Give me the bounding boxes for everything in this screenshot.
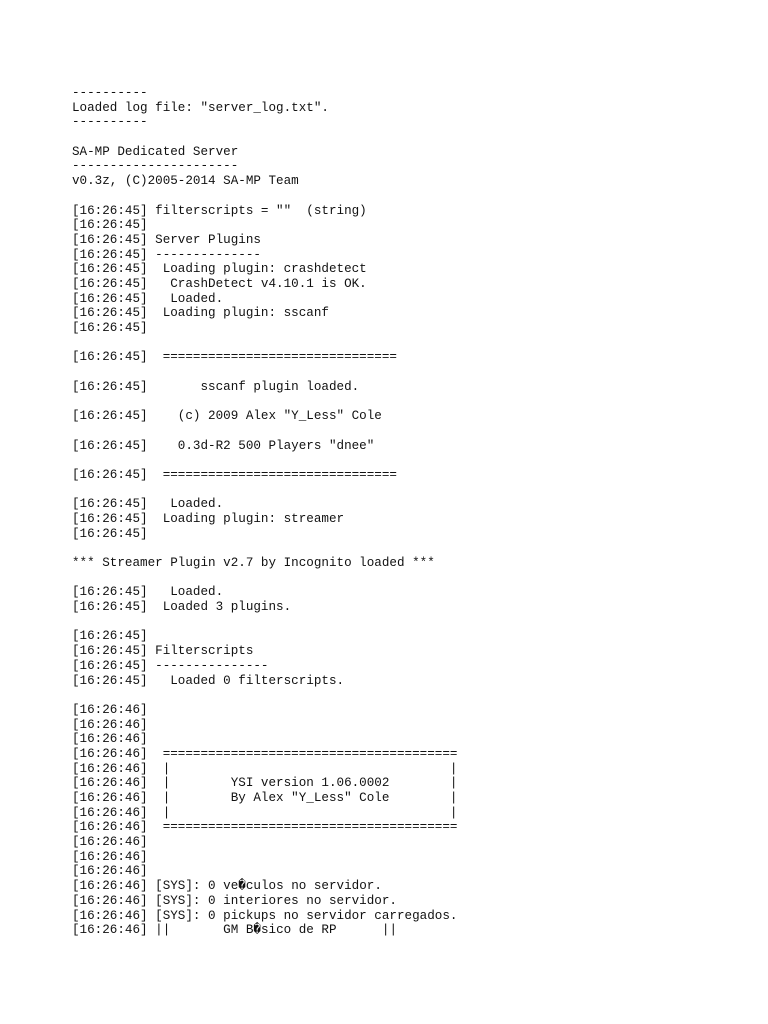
log-line: [16:26:46]: [72, 864, 148, 879]
log-line: [16:26:45] Loaded.: [72, 585, 224, 600]
log-line: Loaded log file: "server_log.txt".: [72, 100, 329, 115]
log-line: [16:26:45] Loading plugin: streamer: [72, 511, 345, 526]
log-line: [16:26:46] | |: [72, 761, 458, 776]
log-line: [16:26:45] CrashDetect v4.10.1 is OK.: [72, 276, 367, 291]
log-line: *** Streamer Plugin v2.7 by Incognito loaded ***: [72, 556, 435, 570]
log-line: SA-MP Dedicated Server: [72, 144, 239, 159]
log-line: [16:26:45]: [72, 526, 148, 541]
log-line: [72, 571, 457, 586]
log-line: [16:26:46]: [72, 835, 148, 850]
log-line: [16:26:46]: [72, 717, 148, 732]
log-line: [72, 424, 457, 439]
log-line: [16:26:45] Loading plugin: sscanf: [72, 306, 329, 321]
log-line: ----------------------: [72, 159, 239, 174]
log-line: [16:26:45]: [72, 218, 148, 233]
log-line: [72, 189, 457, 204]
log-line: [16:26:45] ===============================: [72, 350, 397, 365]
log-line: [16:26:45] sscanf plugin loaded.: [72, 379, 360, 394]
server-log-text: [72, 86, 457, 938]
log-line: v0.3z, (C)2005-2014 SA-MP Team: [72, 174, 299, 189]
log-line: [16:26:45] 0.3d-R2 500 Players "dnee": [72, 438, 375, 453]
log-line: [16:26:45]: [72, 629, 148, 644]
log-line: [16:26:45] Server Plugins: [72, 232, 261, 247]
log-line: [16:26:45] ===============================: [72, 467, 397, 482]
log-line: [16:26:45] --------------: [72, 247, 261, 262]
log-line: [16:26:45] Loaded.: [72, 497, 224, 512]
log-line: [16:26:46] [SYS]: 0 pickups no servidor carregados.: [72, 908, 458, 923]
log-line: [72, 130, 457, 145]
log-line: [16:26:46] | |: [72, 805, 458, 820]
log-line: [16:26:45] ---------------: [72, 658, 269, 673]
log-line: [72, 394, 457, 409]
log-line: [72, 365, 457, 380]
log-line: [16:26:46]: [72, 849, 148, 864]
log-line: [16:26:45] (c) 2009 Alex "Y_Less" Cole: [72, 409, 382, 424]
log-line: [72, 541, 457, 556]
log-line: [16:26:45] Loaded 3 plugins.: [72, 600, 292, 615]
log-line: ----------: [72, 86, 148, 100]
log-line: ----------: [72, 115, 148, 130]
log-line: [16:26:46] || GM B�sico de RP ||: [72, 923, 397, 938]
log-line: [16:26:45] Filterscripts: [72, 644, 254, 659]
log-line: [16:26:46]: [72, 732, 148, 747]
log-line: [72, 483, 457, 498]
log-line: [16:26:46] =======================================: [72, 746, 458, 761]
log-line: [16:26:46] | By Alex "Y_Less" Cole |: [72, 791, 458, 805]
log-line: [16:26:46] [SYS]: 0 ve�culos no servidor.: [72, 879, 382, 894]
log-line: [16:26:45]: [72, 321, 148, 335]
log-line: [16:26:45] Loaded.: [72, 291, 224, 306]
log-line: [16:26:45] filterscripts = "" (string): [72, 203, 367, 218]
log-line: [72, 453, 457, 468]
log-line: [72, 688, 457, 703]
log-line: [16:26:46] [SYS]: 0 interiores no servidor.: [72, 893, 397, 908]
log-line: [16:26:45] Loading plugin: crashdetect: [72, 262, 367, 277]
log-line: [16:26:46]: [72, 702, 148, 717]
log-line: [16:26:46] =======================================: [72, 820, 458, 835]
log-line: [72, 336, 457, 351]
log-line: [16:26:46] | YSI version 1.06.0002 |: [72, 776, 458, 791]
log-line: [16:26:45] Loaded 0 filterscripts.: [72, 673, 345, 688]
log-line: [72, 615, 457, 630]
